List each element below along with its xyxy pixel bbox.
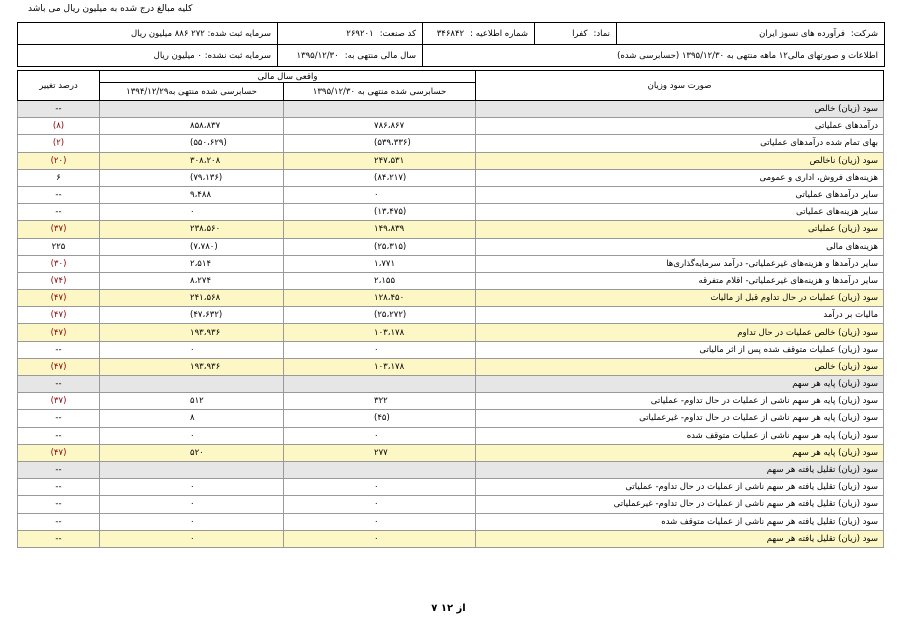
row-previous-value: ۰ [100, 496, 284, 513]
row-current-value: ۰ [284, 496, 476, 513]
table-row [18, 272, 884, 289]
row-change-value: (۸) [18, 118, 100, 135]
table-row [18, 358, 884, 375]
row-previous-value: ۰ [100, 427, 284, 444]
table-row [18, 152, 884, 169]
row-label: سود (زیان) عملیات در حال تداوم قبل از مالیات [476, 290, 884, 307]
table-row [18, 341, 884, 358]
row-label: سود (زیان) ناخالص [476, 152, 884, 169]
row-label: سایر درآمدها و هزینه‌های غیرعملیاتی- درآمد سرمایه‌گذاری‌ها [476, 255, 884, 272]
table-row [18, 307, 884, 324]
row-change-value: (۷۴) [18, 272, 100, 289]
row-current-value: ۷۸۶،۸۶۷ [284, 118, 476, 135]
row-change-value: -- [18, 204, 100, 221]
col-current-header: حسابرسی شده منتهی به ۱۳۹۵/۱۲/۳۰ [284, 83, 476, 101]
row-change-value: -- [18, 376, 100, 393]
row-label: سود (زیان) تقلیل یافته هر سهم [476, 461, 884, 478]
row-previous-value: ۰ [100, 479, 284, 496]
table-row [18, 393, 884, 410]
table-row [18, 444, 884, 461]
row-current-value: ۰ [284, 186, 476, 203]
units-note: کلیه مبالغ درج شده به میلیون ریال می باشد [28, 4, 193, 14]
row-previous-value: ۲۴۱،۵۶۸ [100, 290, 284, 307]
col-description-header: صورت سود وزیان [476, 71, 884, 101]
symbol-label: نماد: [593, 28, 610, 39]
table-row [18, 530, 884, 547]
symbol-value: کفرا [572, 28, 588, 39]
row-label: سایر هزینه‌های عملیاتی [476, 204, 884, 221]
row-previous-value: ۲۳۸،۵۶۰ [100, 221, 284, 238]
row-label: درآمدهای عملیاتی [476, 118, 884, 135]
col-previous-header: حسابرسی شده منتهی به۱۳۹۴/۱۲/۲۹ [100, 83, 284, 101]
row-label: سود (زیان) عملیات متوقف شده پس از اثر مالیاتی [476, 341, 884, 358]
row-previous-value: (۷۹،۱۳۶) [100, 169, 284, 186]
company-label: شرکت: [850, 28, 878, 39]
row-label: سود (زیان) تقلیل یافته هر سهم ناشی از عملیات در حال تداوم- غیرعملیاتی [476, 496, 884, 513]
table-row [18, 186, 884, 203]
fiscal-year-label: سال مالی منتهی به: [344, 50, 416, 61]
row-change-value: -- [18, 101, 100, 118]
fiscal-year-cell [277, 45, 422, 66]
row-label: سود (زیان) پایه هر سهم ناشی از عملیات متوقف شده [476, 427, 884, 444]
row-previous-value: ۵۱۲ [100, 393, 284, 410]
row-current-value: (۱۳،۴۷۵) [284, 204, 476, 221]
row-label: سود (زیان) خالص [476, 101, 884, 118]
table-row [18, 204, 884, 221]
header-row-1 [18, 23, 884, 45]
table-row [18, 496, 884, 513]
table-row [18, 324, 884, 341]
row-previous-value: ۰ [100, 204, 284, 221]
row-previous-value: ۲،۵۱۴ [100, 255, 284, 272]
row-previous-value [100, 461, 284, 478]
table-row [18, 290, 884, 307]
row-current-value [284, 376, 476, 393]
table-row [18, 461, 884, 478]
table-row [18, 479, 884, 496]
table-row [18, 221, 884, 238]
table-row [18, 169, 884, 186]
row-label: سود (زیان) پایه هر سهم [476, 376, 884, 393]
row-current-value: ۰ [284, 427, 476, 444]
row-change-value: (۴۷) [18, 307, 100, 324]
row-label: سود (زیان) پایه هر سهم ناشی از عملیات در حال تداوم- غیرعملیاتی [476, 410, 884, 427]
row-current-value: ۲۷۷ [284, 444, 476, 461]
table-row [18, 410, 884, 427]
table-header-row [18, 71, 884, 83]
report-header [17, 22, 885, 67]
row-previous-value: (۴۷،۶۳۲) [100, 307, 284, 324]
col-change-header: درصد تغییر [18, 71, 100, 101]
header-row-2 [18, 45, 884, 66]
unregistered-capital: سرمایه ثبت نشده: ۰ میلیون ریال [153, 50, 271, 61]
row-previous-value [100, 376, 284, 393]
symbol-cell [534, 23, 616, 44]
row-previous-value: ۰ [100, 530, 284, 547]
row-current-value: ۱،۷۷۱ [284, 255, 476, 272]
row-current-value [284, 461, 476, 478]
row-previous-value: ۹،۴۸۸ [100, 186, 284, 203]
row-change-value: -- [18, 186, 100, 203]
row-current-value: ۳۲۲ [284, 393, 476, 410]
row-previous-value: (۵۵۰،۶۲۹) [100, 135, 284, 152]
row-current-value: (۲۵،۲۷۲) [284, 307, 476, 324]
report-title: اطلاعات و صورتهای مالی۱۲ ماهه منتهی به ۱۳۹۵/۱۲/۳۰ (حسابرسی شده) [422, 45, 884, 66]
notice-cell [422, 23, 534, 44]
row-change-value: (۲۰) [18, 152, 100, 169]
row-current-value: (۵۳۹،۳۳۶) [284, 135, 476, 152]
page-indicator: ۷ از ۱۲ [431, 603, 466, 614]
row-label: هزینه‌های فروش، اداری و عمومی [476, 169, 884, 186]
table-row [18, 513, 884, 530]
row-label: سود (زیان) پایه هر سهم [476, 444, 884, 461]
row-change-value: (۳۰) [18, 255, 100, 272]
table-row [18, 427, 884, 444]
row-current-value: (۸۴،۲۱۷) [284, 169, 476, 186]
row-current-value: ۰ [284, 530, 476, 547]
industry-code-cell [277, 23, 422, 44]
row-change-value: ۶ [18, 169, 100, 186]
fiscal-year-value: ۱۳۹۵/۱۲/۳۰ [296, 50, 339, 61]
notice-label: شماره اطلاعیه : [470, 28, 528, 39]
row-label: سود (زیان) پایه هر سهم ناشی از عملیات در حال تداوم- عملیاتی [476, 393, 884, 410]
company-cell [616, 23, 884, 44]
row-current-value: (۴۵) [284, 410, 476, 427]
row-change-value: (۴۷) [18, 290, 100, 307]
table-row [18, 118, 884, 135]
notice-number: ۳۴۶۸۴۲ [436, 28, 465, 39]
industry-code-value: ۲۶۹۲۰۱ [346, 28, 374, 39]
row-previous-value: ۱۹۳،۹۳۶ [100, 358, 284, 375]
row-change-value: -- [18, 479, 100, 496]
row-previous-value: ۵۲۰ [100, 444, 284, 461]
income-statement-table [17, 70, 884, 548]
row-previous-value: ۸۵۸،۸۳۷ [100, 118, 284, 135]
row-current-value: ۱۰۳،۱۷۸ [284, 358, 476, 375]
row-change-value: -- [18, 410, 100, 427]
row-previous-value: ۰ [100, 341, 284, 358]
row-current-value [284, 101, 476, 118]
row-previous-value: ۸،۲۷۴ [100, 272, 284, 289]
row-label: مالیات بر درآمد [476, 307, 884, 324]
row-change-value: (۴۷) [18, 358, 100, 375]
row-current-value: ۲۴۷،۵۳۱ [284, 152, 476, 169]
row-label: سود (زیان) خالص [476, 358, 884, 375]
row-label: سود (زیان) تقلیل یافته هر سهم ناشی از عملیات متوقف شده [476, 513, 884, 530]
col-group-header: واقعی سال مالی [100, 71, 476, 83]
registered-capital: سرمایه ثبت شده: ۲۷۲ ۸۸۶ میلیون ریال [130, 28, 271, 39]
row-previous-value: (۷،۷۸۰) [100, 238, 284, 255]
table-row [18, 238, 884, 255]
row-label: سود (زیان) تقلیل یافته هر سهم [476, 530, 884, 547]
row-label: سود (زیان) خالص عملیات در حال تداوم [476, 324, 884, 341]
row-current-value: (۲۵،۳۱۵) [284, 238, 476, 255]
row-change-value: -- [18, 496, 100, 513]
row-change-value: ۲۲۵ [18, 238, 100, 255]
row-label: سایر درآمدهای عملیاتی [476, 186, 884, 203]
row-label: سود (زیان) تقلیل یافته هر سهم ناشی از عملیات در حال تداوم- عملیاتی [476, 479, 884, 496]
table-row [18, 101, 884, 118]
table-row [18, 255, 884, 272]
row-label: سود (زیان) عملیاتی [476, 221, 884, 238]
row-previous-value: ۸ [100, 410, 284, 427]
row-current-value: ۱۲۸،۴۵۰ [284, 290, 476, 307]
row-change-value: (۴۷) [18, 444, 100, 461]
row-change-value: -- [18, 427, 100, 444]
industry-code-label: کد صنعت: [379, 28, 416, 39]
row-previous-value: ۱۹۳،۹۳۶ [100, 324, 284, 341]
row-previous-value: ۳۰۸،۲۰۸ [100, 152, 284, 169]
row-change-value: (۳۷) [18, 393, 100, 410]
row-current-value: ۰ [284, 513, 476, 530]
row-change-value: -- [18, 461, 100, 478]
row-change-value: (۴۷) [18, 324, 100, 341]
row-current-value: ۲،۱۵۵ [284, 272, 476, 289]
table-body [18, 101, 884, 548]
row-change-value: -- [18, 530, 100, 547]
row-current-value: ۱۴۹،۸۳۹ [284, 221, 476, 238]
row-current-value: ۱۰۳،۱۷۸ [284, 324, 476, 341]
company-name: فرآورده های نسوز ایران [759, 28, 845, 39]
row-previous-value [100, 101, 284, 118]
row-change-value: -- [18, 513, 100, 530]
row-current-value: ۰ [284, 341, 476, 358]
row-label: بهای تمام شده درآمدهای عملیاتی [476, 135, 884, 152]
row-label: هزینه‌های مالی [476, 238, 884, 255]
row-change-value: (۲) [18, 135, 100, 152]
row-current-value: ۰ [284, 479, 476, 496]
table-row [18, 376, 884, 393]
row-label: سایر درآمدها و هزینه‌های غیرعملیاتی- اقلام متفرقه [476, 272, 884, 289]
row-change-value: -- [18, 341, 100, 358]
row-change-value: (۳۷) [18, 221, 100, 238]
table-row [18, 135, 884, 152]
row-previous-value: ۰ [100, 513, 284, 530]
